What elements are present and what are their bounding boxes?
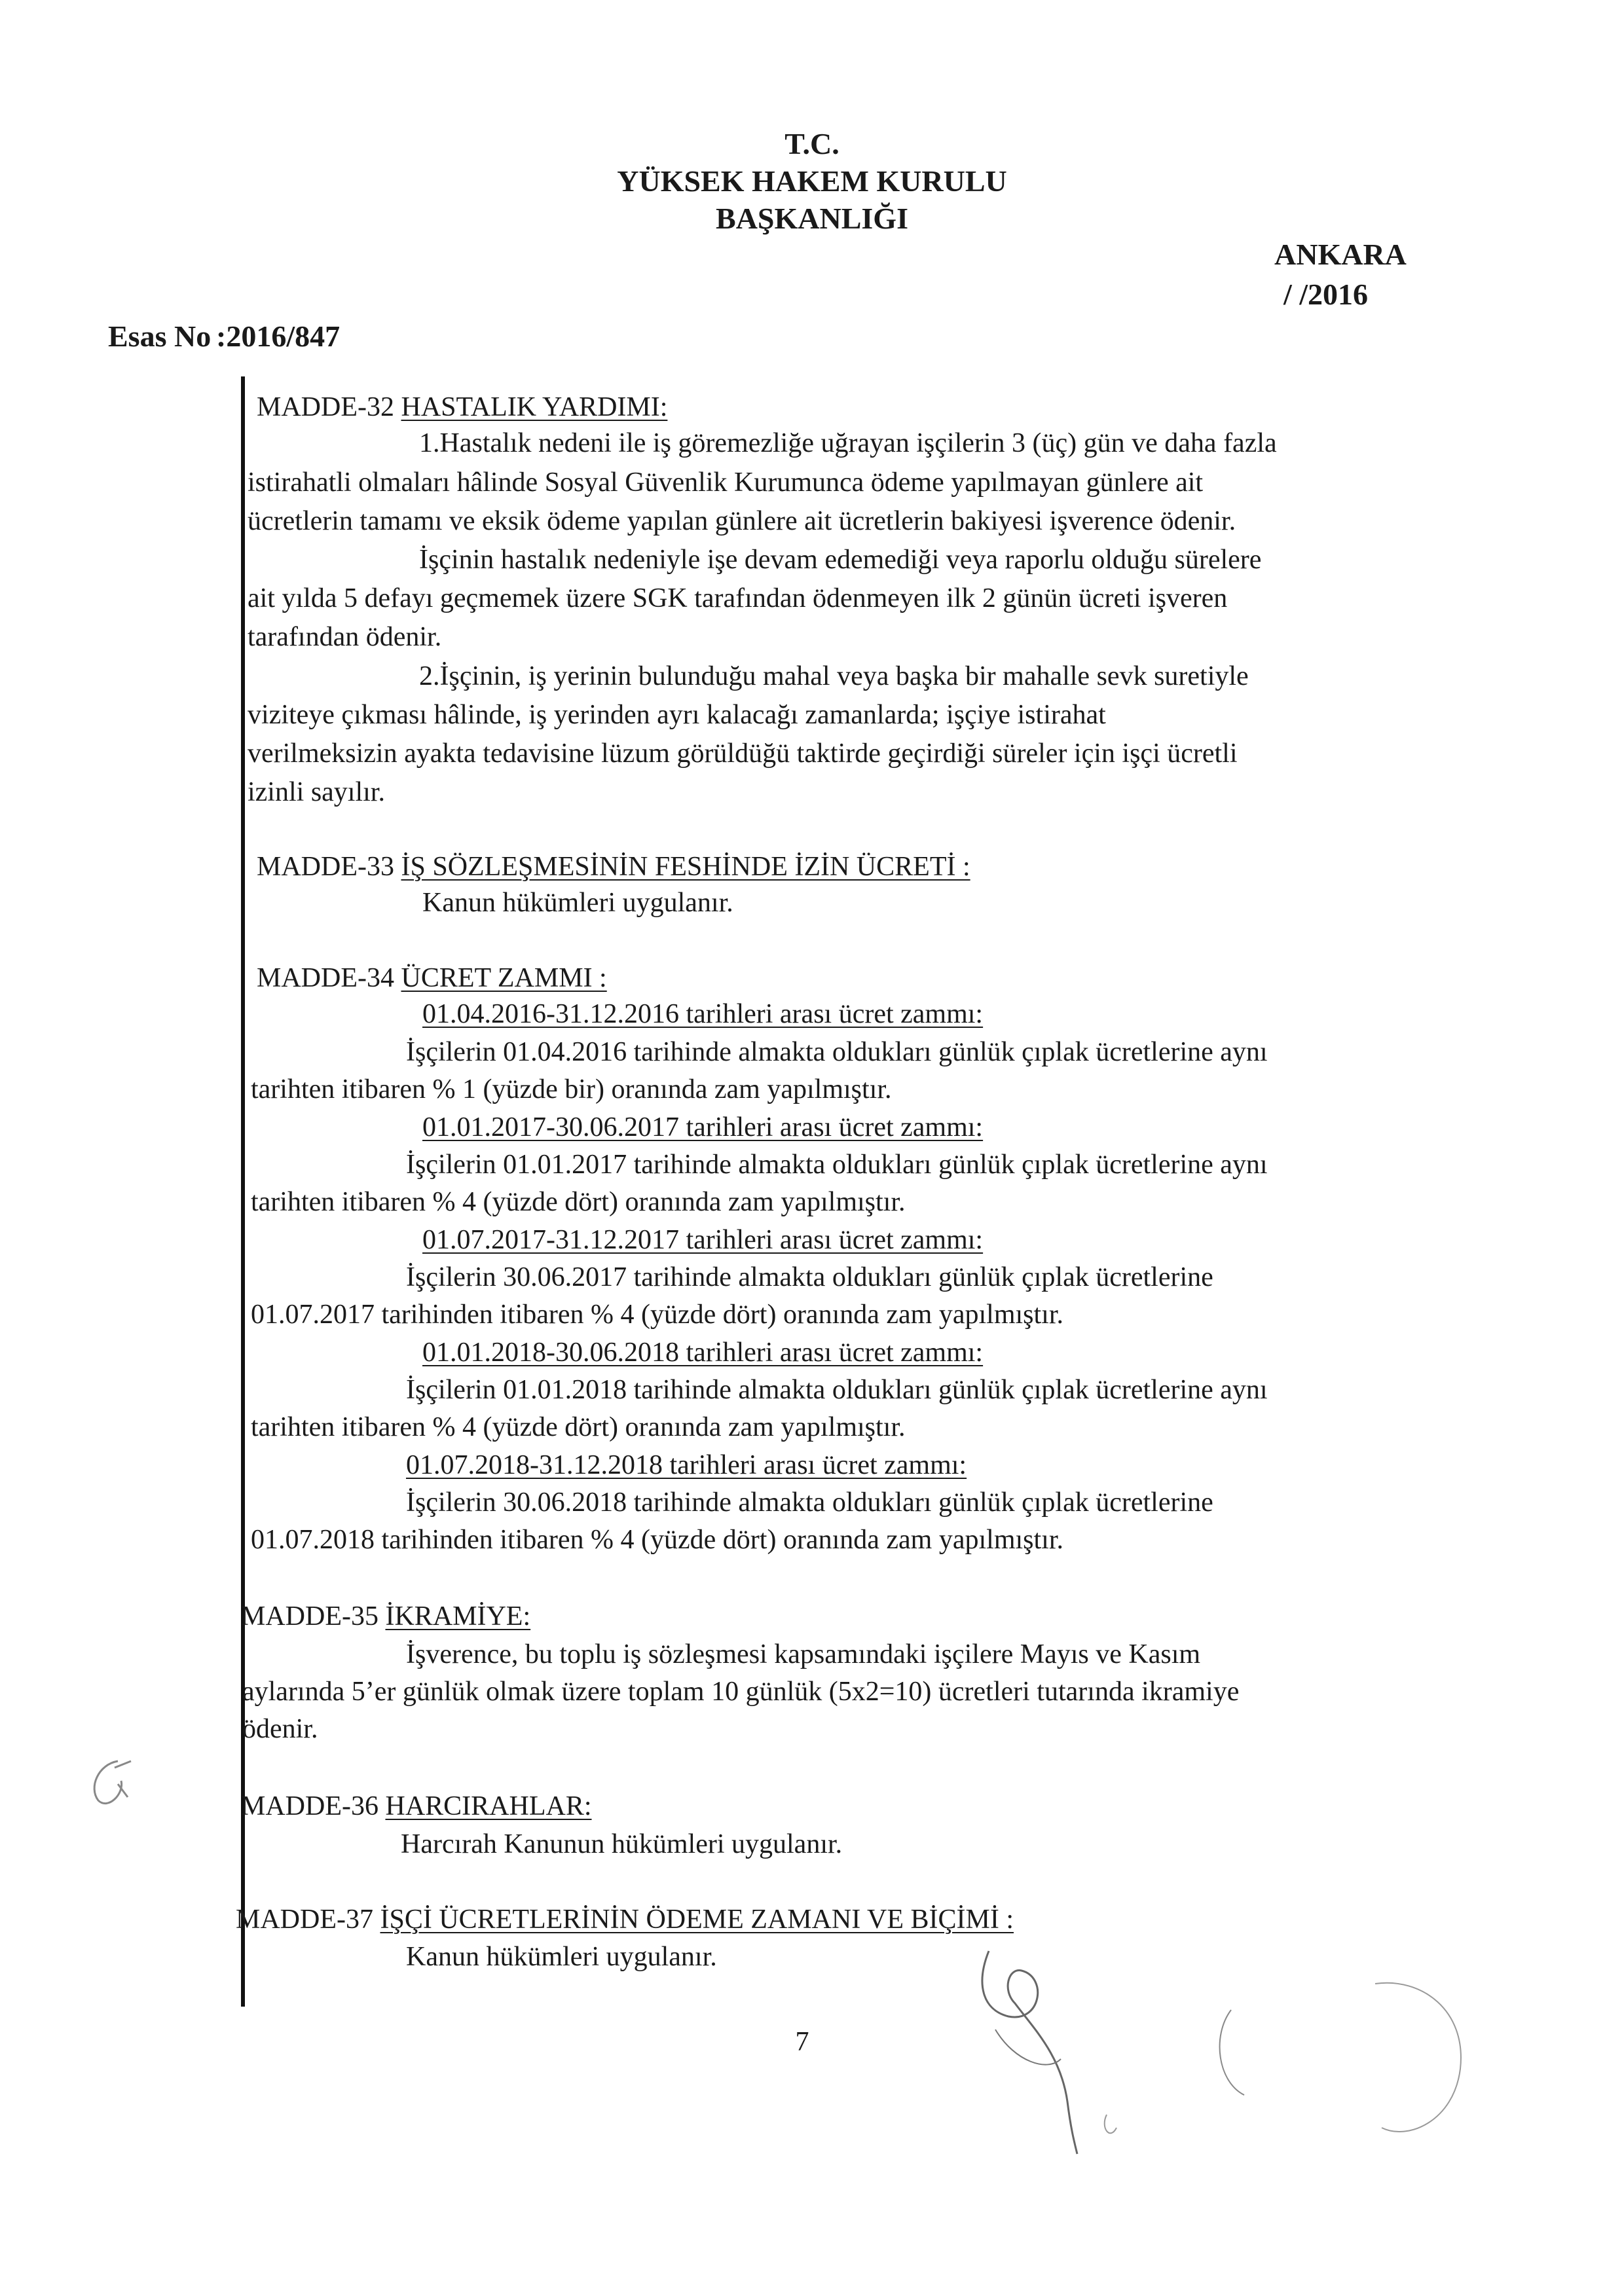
article-33-line-1: Kanun hükümleri uygulanır. [422, 888, 733, 918]
raise-period-1-line-2: tarihten itibaren % 1 (yüzde bir) oranında zam yapılmıştır. [251, 1074, 892, 1104]
article-32-line-5: ait yılda 5 defayı geçmemek üzere SGK tarafından ödenmeyen ilk 2 günün ücreti işveren [248, 583, 1228, 613]
article-35-line-1: İşverence, bu toplu iş sözleşmesi kapsamındaki işçilere Mayıs ve Kasım [406, 1639, 1201, 1669]
article-32-line-4: İşçinin hastalık nedeniyle işe devam edemediği veya raporlu olduğu sürelere [419, 545, 1262, 575]
article-32-line-7: 2.İşçinin, iş yerinin bulunduğu mahal veya başka bir mahalle sevk suretiyle [419, 661, 1249, 691]
article-32-line-3: ücretlerin tamamı ve eksik ödeme yapılan günlere ait ücretlerin bakiyesi işverence ödenir. [248, 506, 1236, 536]
article-33-heading [257, 851, 970, 883]
case-number-value: :2016/847 [216, 319, 341, 353]
article-32-title: HASTALIK YARDIMI: [401, 392, 668, 422]
raise-period-3-line-1: İşçilerin 30.06.2017 tarihinde almakta oldukları günlük çıplak ücretlerine [406, 1262, 1213, 1292]
page-number: 7 [795, 2027, 809, 2057]
article-36-line-1: Harcırah Kanunun hükümleri uygulanır. [401, 1829, 843, 1859]
raise-period-1-line-1: İşçilerin 01.04.2016 tarihinde almakta oldukları günlük çıplak ücretlerine aynı [406, 1037, 1268, 1067]
header-institution: YÜKSEK HAKEM KURULU [617, 164, 1007, 198]
handwritten-mark-left [79, 1748, 151, 1820]
raise-period-3-line-2: 01.07.2017 tarihinden itibaren % 4 (yüzde dört) oranında zam yapılmıştır. [251, 1300, 1064, 1330]
raise-period-2-line-1: İşçilerin 01.01.2017 tarihinde almakta oldukları günlük çıplak ücretlerine aynı [406, 1150, 1268, 1180]
article-36-heading [241, 1791, 592, 1822]
article-33-title: İŞ SÖZLEŞMESİNİN FESHİNDE İZİN ÜCRETİ : [401, 852, 970, 882]
raise-period-4-line-1: İşçilerin 01.01.2018 tarihinde almakta oldukları günlük çıplak ücretlerine aynı [406, 1375, 1268, 1405]
article-32-line-8: viziteye çıkması hâlinde, iş yerinden ayrı kalacağı zamanlarda; işçiye istirahat [248, 700, 1106, 730]
raise-period-5-line-2: 01.07.2018 tarihinden itibaren % 4 (yüzde dört) oranında zam yapılmıştır. [251, 1525, 1064, 1555]
article-34-heading [257, 962, 607, 994]
article-36-label: MADDE-36 [241, 1791, 378, 1821]
raise-period-5-title: 01.07.2018-31.12.2018 tarihleri arası ücret zammı: [406, 1450, 967, 1480]
article-35-label: MADDE-35 [241, 1601, 378, 1631]
header-city: ANKARA [1274, 238, 1407, 271]
case-number-label: Esas No [108, 319, 212, 353]
header-department: BAŞKANLIĞI [716, 202, 908, 235]
raise-period-2-title: 01.01.2017-30.06.2017 tarihleri arası ücret zammı: [422, 1112, 984, 1142]
article-37-title: İŞÇİ ÜCRETLERİNİN ÖDEME ZAMANI VE BİÇİMİ : [380, 1904, 1014, 1935]
article-32-label: MADDE-32 [257, 392, 394, 422]
article-33-label: MADDE-33 [257, 852, 394, 882]
raise-period-3-title: 01.07.2017-31.12.2017 tarihleri arası ücret zammı: [422, 1225, 984, 1255]
article-37-label: MADDE-37 [236, 1904, 373, 1935]
article-35-line-2: aylarında 5’er günlük olmak üzere toplam 10 günlük (5x2=10) ücretleri tutarında ikramiye [242, 1677, 1240, 1707]
article-35-heading [241, 1601, 530, 1632]
article-34-title: ÜCRET ZAMMI : [401, 963, 607, 993]
raise-period-2-line-2: tarihten itibaren % 4 (yüzde dört) oranında zam yapılmıştır. [251, 1187, 906, 1217]
raise-period-4-title: 01.01.2018-30.06.2018 tarihleri arası ücret zammı: [422, 1338, 984, 1368]
header-country: T.C. [784, 127, 840, 160]
article-36-title: HARCIRAHLAR: [385, 1791, 592, 1821]
article-37-heading [236, 1904, 1014, 1935]
raise-period-1-title: 01.04.2016-31.12.2016 tarihleri arası ücret zammı: [422, 999, 984, 1029]
handwritten-signature [950, 1931, 1539, 2167]
article-32-heading [257, 392, 667, 423]
header-date: / /2016 [1283, 278, 1369, 311]
article-35-title: İKRAMİYE: [385, 1601, 531, 1631]
article-35-line-3: ödenir. [242, 1714, 318, 1744]
article-32-line-2: istirahatli olmaları hâlinde Sosyal Güvenlik Kurumunca ödeme yapılmayan günlere ait [248, 467, 1204, 498]
article-32-line-6: tarafından ödenir. [248, 622, 442, 652]
article-32-line-10: izinli sayılır. [248, 777, 385, 807]
raise-period-5-line-1: İşçilerin 30.06.2018 tarihinde almakta oldukları günlük çıplak ücretlerine [406, 1487, 1213, 1518]
raise-period-4-line-2: tarihten itibaren % 4 (yüzde dört) oranında zam yapılmıştır. [251, 1412, 906, 1442]
article-32-line-1: 1.Hastalık nedeni ile iş göremezliğe uğrayan işçilerin 3 (üç) gün ve daha fazla [419, 428, 1277, 458]
article-37-line-1: Kanun hükümleri uygulanır. [406, 1942, 717, 1972]
article-34-label: MADDE-34 [257, 963, 394, 993]
margin-bar [241, 376, 245, 2007]
article-32-line-9: verilmeksizin ayakta tedavisine lüzum görüldüğü taktirde geçirdiği süreler için işçi ücretli [248, 738, 1238, 769]
